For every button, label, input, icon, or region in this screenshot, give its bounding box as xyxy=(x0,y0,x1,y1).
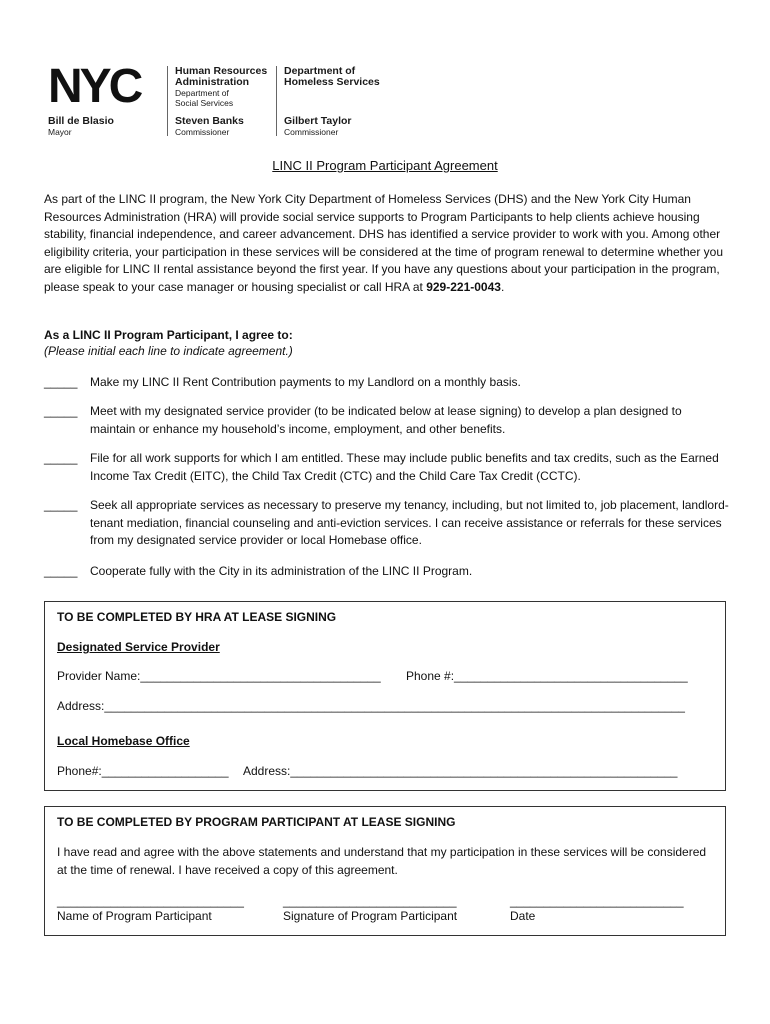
agreement-item-text: Make my LINC II Rent Contribution payments to my Landlord on a monthly basis. xyxy=(90,375,521,389)
name-label: Name of Program Participant xyxy=(57,909,212,923)
provider-phone-field[interactable]: Phone #:___________________________________ xyxy=(406,669,688,683)
nyc-logo xyxy=(48,64,160,108)
signature-line[interactable]: __________________________ xyxy=(283,894,457,908)
intro-end: . xyxy=(500,279,505,294)
initial-blank[interactable]: _____ xyxy=(44,451,78,465)
initial-blank[interactable]: _____ xyxy=(44,498,78,512)
agreement-item-text: File for all work supports for which I am entitled. These may include public benefits and tax credits, such as the Earned Income Tax Credit (EITC), the Child Tax Credit (CTC) and the Child Care Tax Credit (CCTC). xyxy=(90,451,719,483)
provider-name-field[interactable]: Provider Name:____________________________________ xyxy=(57,669,381,683)
agreement-item-text: Seek all appropriate services as necessary to preserve my tenancy, including, but not limited to, job placement, landlord-tenant mediation, financial counseling and anti-eviction services. I can receive assistance or referrals for these services from my designated service provider or local Homebase office. xyxy=(90,498,729,548)
hra-commissioner-name: Steven Banks xyxy=(175,115,244,127)
hra-dept-line1: Department of xyxy=(175,88,229,98)
hra-section-heading: TO BE COMPLETED BY HRA AT LEASE SIGNING xyxy=(57,610,337,624)
date-label: Date xyxy=(510,909,536,923)
dhs-commissioner-block xyxy=(284,116,352,137)
dhs-commissioner-title: Commissioner xyxy=(284,127,339,137)
intro-paragraph xyxy=(44,191,734,297)
signature-label: Signature of Program Participant xyxy=(283,909,458,923)
header-divider xyxy=(276,66,277,136)
mayor-name: Bill de Blasio xyxy=(48,115,114,127)
hra-section-box xyxy=(44,601,726,791)
hra-name-line1: Human Resources xyxy=(175,65,268,77)
participant-section-heading: TO BE COMPLETED BY PROGRAM PARTICIPANT AT LEASE SIGNING xyxy=(57,815,456,829)
participant-statement: I have read and agree with the above statements and understand that my participation in these services will be considered at the time of renewal. I have received a copy of this agreement. xyxy=(57,845,707,877)
participant-section-box xyxy=(44,806,726,936)
provider-address-field[interactable]: Address:_______________________________________________________________________________________ xyxy=(57,699,685,713)
svg-text:NYC: NYC xyxy=(48,64,141,108)
initial-blank[interactable]: _____ xyxy=(44,564,78,578)
agreement-item-text: Meet with my designated service provider (to be indicated below at lease signing) to develop a plan designed to maintain or enhance my household’s income, employment, and other benefits. xyxy=(90,404,682,436)
document-title: LINC II Program Participant Agreement xyxy=(272,158,498,173)
agreement-heading: As a LINC II Program Participant, I agree to: xyxy=(44,328,293,342)
mayor-title: Mayor xyxy=(48,127,72,137)
hra-name-line2: Administration xyxy=(175,76,250,88)
dhs-name-line2: Homeless Services xyxy=(284,76,380,88)
homebase-heading: Local Homebase Office xyxy=(57,734,190,748)
initial-blank[interactable]: _____ xyxy=(44,375,78,389)
initial-blank[interactable]: _____ xyxy=(44,404,78,418)
provider-heading: Designated Service Provider xyxy=(57,640,220,654)
hra-commissioner-block xyxy=(175,116,244,137)
date-line[interactable]: __________________________ xyxy=(510,894,684,908)
hra-block xyxy=(175,66,267,108)
homebase-address-field[interactable]: Address:__________________________________________________________ xyxy=(243,764,678,778)
header-divider xyxy=(167,66,168,136)
dhs-commissioner-name: Gilbert Taylor xyxy=(284,115,352,127)
homebase-phone-field[interactable]: Phone#:___________________ xyxy=(57,764,229,778)
name-signature-line[interactable]: ____________________________ xyxy=(57,894,244,908)
agreement-item-text: Cooperate fully with the City in its administration of the LINC II Program. xyxy=(90,564,473,578)
hra-dept-line2: Social Services xyxy=(175,98,234,108)
agreement-instruction: (Please initial each line to indicate agreement.) xyxy=(44,344,293,358)
intro-text: As part of the LINC II program, the New York City Department of Homeless Services (DHS) and the New York City Human Resources Administration (HRA) will provide social service supports to Program Participants to help clients achieve housing stability, financial independence, and career advancement. DHS has identified a service provider to work with you. Among other eligibility criteria, your participation in these services will be considered at the time of program renewal to determine whether you are eligible for LINC II rental assistance beyond the first year. If you have any questions about your participation in the program, please speak to your case manager or housing specialist or call HRA at xyxy=(44,192,723,294)
dhs-block xyxy=(284,66,380,88)
dhs-name-line1: Department of xyxy=(284,65,356,77)
hra-commissioner-title: Commissioner xyxy=(175,127,230,137)
hra-phone-number: 929-221-0043 xyxy=(426,279,501,294)
mayor-block xyxy=(48,116,114,137)
